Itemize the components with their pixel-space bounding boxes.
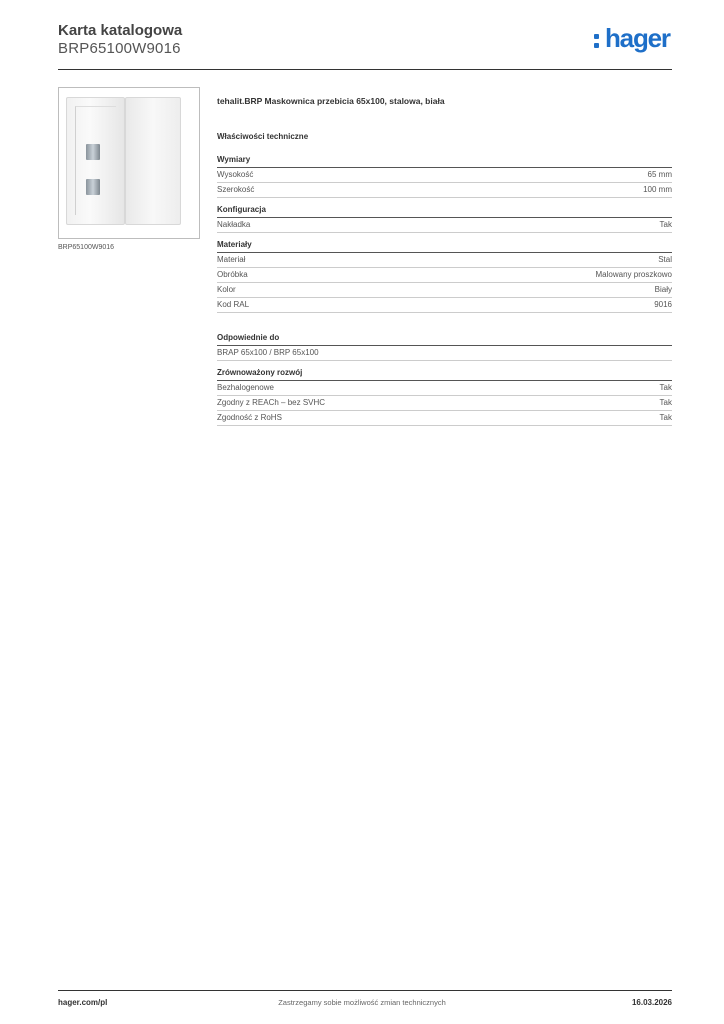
cover-plate-left-icon	[66, 97, 125, 225]
row-value: Tak	[659, 220, 672, 229]
row-value: Tak	[659, 383, 672, 392]
row-value: Stal	[658, 255, 672, 264]
footer-date: 16.03.2026	[631, 998, 672, 1007]
row-label: Zgodność z RoHS	[217, 413, 282, 422]
row-label: Szerokość	[217, 185, 255, 194]
plate-frame	[75, 106, 116, 215]
logo-dot-icon	[594, 34, 599, 39]
product-image-caption: BRP65100W9016	[58, 244, 115, 251]
table-row	[217, 183, 672, 198]
table-row	[217, 298, 672, 313]
table-row	[217, 381, 672, 396]
row-label: Nakładka	[217, 220, 251, 229]
section-title: Odpowiednie do	[217, 333, 672, 346]
table-row	[217, 411, 672, 426]
row-value: Biały	[654, 285, 672, 294]
document-title: Karta katalogowa	[58, 22, 183, 39]
section-dimensions	[217, 155, 672, 198]
document-header	[58, 22, 182, 58]
product-name: tehalit.BRP Maskownica przebicia 65x100, stalowa, biała	[217, 96, 445, 106]
row-value: Tak	[659, 413, 672, 422]
logo-text: hager	[605, 23, 670, 53]
row-value: Malowany proszkowo	[595, 270, 672, 279]
row-value: Tak	[659, 398, 672, 407]
section-compatible-with	[217, 333, 672, 361]
table-row	[217, 396, 672, 411]
footer-divider	[58, 990, 672, 991]
table-row	[217, 218, 672, 233]
table-row	[217, 346, 672, 361]
footer-website-link[interactable]: hager.com/pl	[58, 998, 108, 1007]
section-configuration	[217, 205, 672, 233]
row-label: Obróbka	[217, 270, 248, 279]
technical-properties-title: Właściwości techniczne	[217, 132, 309, 141]
product-details	[217, 96, 672, 433]
table-row	[217, 168, 672, 183]
row-label: Zgodny z REACh – bez SVHC	[217, 398, 326, 407]
section-title: Materiały	[217, 240, 672, 253]
header-divider	[58, 69, 672, 70]
hager-logo	[593, 23, 675, 57]
section-title: Zrównoważony rozwój	[217, 368, 672, 381]
row-label: Kod RAL	[217, 300, 250, 309]
product-image	[58, 87, 200, 239]
row-value: 65 mm	[647, 170, 672, 179]
cover-plate-right-icon	[125, 97, 181, 225]
table-row	[217, 268, 672, 283]
mounting-clip-icon	[86, 179, 100, 195]
section-title: Wymiary	[217, 155, 672, 168]
table-row	[217, 283, 672, 298]
row-label: Kolor	[217, 285, 236, 294]
document-subtitle: BRP65100W9016	[58, 40, 181, 57]
row-value: 9016	[654, 300, 672, 309]
table-row	[217, 253, 672, 268]
footer-disclaimer: Zastrzegamy sobie możliwość zmian technicznych	[278, 998, 446, 1007]
row-label: Bezhalogenowe	[217, 383, 274, 392]
logo-dot-icon	[594, 43, 599, 48]
row-label: Materiał	[217, 255, 246, 264]
section-materials	[217, 240, 672, 313]
section-title: Konfiguracja	[217, 205, 672, 218]
row-label: Wysokość	[217, 170, 254, 179]
row-value: 100 mm	[643, 185, 672, 194]
mounting-clip-icon	[86, 144, 100, 160]
section-sustainability	[217, 368, 672, 426]
row-label: BRAP 65x100 / BRP 65x100	[217, 348, 319, 357]
